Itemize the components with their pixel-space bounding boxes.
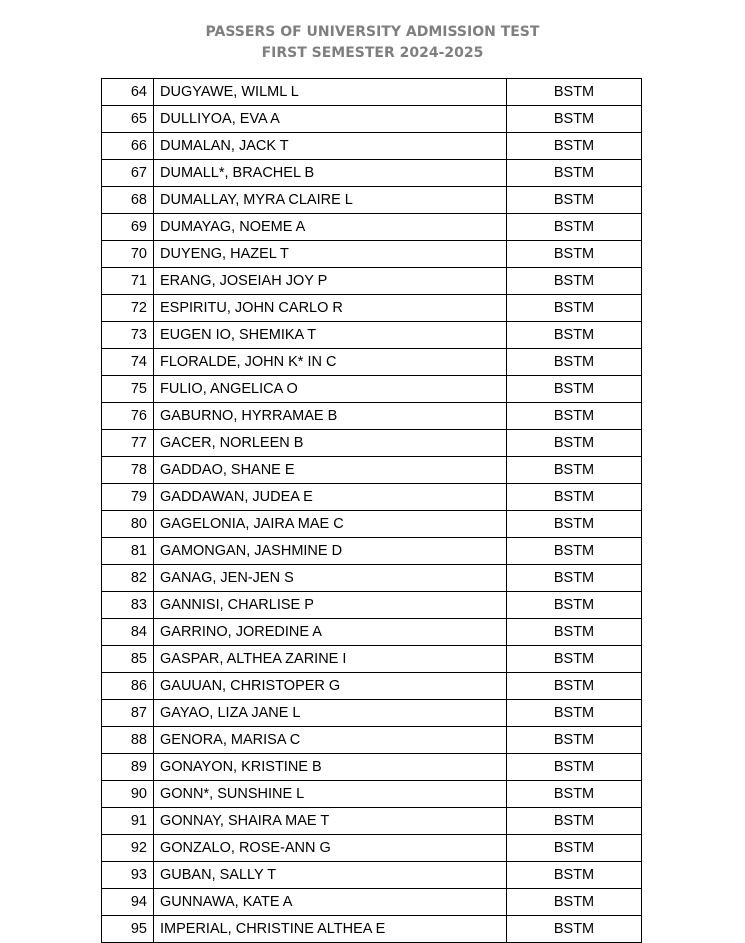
passer-name: FLORALDE, JOHN K* IN C: [154, 349, 507, 376]
table-row: [102, 538, 642, 565]
row-number: 71: [102, 268, 154, 295]
table-row: [102, 511, 642, 538]
row-number: 64: [102, 79, 154, 106]
row-number: 86: [102, 673, 154, 700]
table-row: [102, 916, 642, 943]
table-row: [102, 646, 642, 673]
table-row: [102, 754, 642, 781]
program-code: BSTM: [507, 322, 642, 349]
row-number: 83: [102, 592, 154, 619]
table-row: [102, 349, 642, 376]
program-code: BSTM: [507, 79, 642, 106]
passer-name: GACER, NORLEEN B: [154, 430, 507, 457]
program-code: BSTM: [507, 457, 642, 484]
table-row: [102, 619, 642, 646]
row-number: 66: [102, 133, 154, 160]
program-code: BSTM: [507, 889, 642, 916]
table-row: [102, 430, 642, 457]
row-number: 80: [102, 511, 154, 538]
table-row: [102, 700, 642, 727]
passer-name: GANNISI, CHARLISE P: [154, 592, 507, 619]
program-code: BSTM: [507, 592, 642, 619]
table-row: [102, 106, 642, 133]
program-code: BSTM: [507, 160, 642, 187]
passer-name: GONN*, SUNSHINE L: [154, 781, 507, 808]
row-number: 88: [102, 727, 154, 754]
passer-name: GUBAN, SALLY T: [154, 862, 507, 889]
row-number: 69: [102, 214, 154, 241]
row-number: 81: [102, 538, 154, 565]
row-number: 75: [102, 376, 154, 403]
row-number: 79: [102, 484, 154, 511]
row-number: 70: [102, 241, 154, 268]
program-code: BSTM: [507, 565, 642, 592]
table-row: [102, 214, 642, 241]
row-number: 82: [102, 565, 154, 592]
row-number: 68: [102, 187, 154, 214]
row-number: 85: [102, 646, 154, 673]
passer-name: ESPIRITU, JOHN CARLO R: [154, 295, 507, 322]
passer-name: ERANG, JOSEIAH JOY P: [154, 268, 507, 295]
row-number: 72: [102, 295, 154, 322]
program-code: BSTM: [507, 403, 642, 430]
passer-name: GADDAO, SHANE E: [154, 457, 507, 484]
passer-name: GABURNO, HYRRAMAE B: [154, 403, 507, 430]
passer-name: GASPAR, ALTHEA ZARINE I: [154, 646, 507, 673]
program-code: BSTM: [507, 241, 642, 268]
passer-name: EUGEN IO, SHEMIKA T: [154, 322, 507, 349]
passer-name: DUMAYAG, NOEME A: [154, 214, 507, 241]
passer-name: DUMALL*, BRACHEL B: [154, 160, 507, 187]
table-row: [102, 592, 642, 619]
passer-name: GADDAWAN, JUDEA E: [154, 484, 507, 511]
program-code: BSTM: [507, 268, 642, 295]
program-code: BSTM: [507, 511, 642, 538]
passer-name: GAGELONIA, JAIRA MAE C: [154, 511, 507, 538]
table-row: [102, 457, 642, 484]
passer-name: DUMALLAY, MYRA CLAIRE L: [154, 187, 507, 214]
program-code: BSTM: [507, 187, 642, 214]
table-row: [102, 862, 642, 889]
table-row: [102, 295, 642, 322]
program-code: BSTM: [507, 349, 642, 376]
passer-name: GONAYON, KRISTINE B: [154, 754, 507, 781]
row-number: 78: [102, 457, 154, 484]
program-code: BSTM: [507, 916, 642, 943]
document-subtitle: FIRST SEMESTER 2024-2025: [261, 45, 484, 61]
program-code: BSTM: [507, 781, 642, 808]
row-number: 73: [102, 322, 154, 349]
program-code: BSTM: [507, 646, 642, 673]
document-header: [0, 22, 745, 64]
row-number: 92: [102, 835, 154, 862]
table-row: [102, 376, 642, 403]
row-number: 74: [102, 349, 154, 376]
row-number: 76: [102, 403, 154, 430]
table-row: [102, 403, 642, 430]
document-title: PASSERS OF UNIVERSITY ADMISSION TEST: [205, 24, 540, 40]
program-code: BSTM: [507, 862, 642, 889]
passers-table-body: [102, 79, 642, 943]
table-row: [102, 322, 642, 349]
table-row: [102, 160, 642, 187]
row-number: 94: [102, 889, 154, 916]
table-row: [102, 727, 642, 754]
program-code: BSTM: [507, 700, 642, 727]
row-number: 93: [102, 862, 154, 889]
passer-name: IMPERIAL, CHRISTINE ALTHEA E: [154, 916, 507, 943]
passer-name: GONZALO, ROSE-ANN G: [154, 835, 507, 862]
table-row: [102, 835, 642, 862]
table-row: [102, 889, 642, 916]
program-code: BSTM: [507, 538, 642, 565]
passer-name: GANAG, JEN-JEN S: [154, 565, 507, 592]
passer-name: DULLIYOA, EVA A: [154, 106, 507, 133]
row-number: 67: [102, 160, 154, 187]
table-row: [102, 241, 642, 268]
row-number: 87: [102, 700, 154, 727]
table-row: [102, 79, 642, 106]
program-code: BSTM: [507, 754, 642, 781]
table-row: [102, 673, 642, 700]
program-code: BSTM: [507, 106, 642, 133]
passer-name: GONNAY, SHAIRA MAE T: [154, 808, 507, 835]
row-number: 77: [102, 430, 154, 457]
passers-table: [101, 78, 642, 943]
program-code: BSTM: [507, 808, 642, 835]
row-number: 84: [102, 619, 154, 646]
row-number: 95: [102, 916, 154, 943]
row-number: 90: [102, 781, 154, 808]
table-row: [102, 484, 642, 511]
passer-name: GUNNAWA, KATE A: [154, 889, 507, 916]
table-row: [102, 268, 642, 295]
passer-name: GAMONGAN, JASHMINE D: [154, 538, 507, 565]
passer-name: DUMALAN, JACK T: [154, 133, 507, 160]
program-code: BSTM: [507, 484, 642, 511]
table-row: [102, 808, 642, 835]
passer-name: GAUUAN, CHRISTOPER G: [154, 673, 507, 700]
program-code: BSTM: [507, 727, 642, 754]
passer-name: DUGYAWE, WILML L: [154, 79, 507, 106]
table-row: [102, 187, 642, 214]
table-row: [102, 565, 642, 592]
passer-name: GAYAO, LIZA JANE L: [154, 700, 507, 727]
program-code: BSTM: [507, 430, 642, 457]
program-code: BSTM: [507, 133, 642, 160]
passer-name: GENORA, MARISA C: [154, 727, 507, 754]
table-row: [102, 133, 642, 160]
program-code: BSTM: [507, 376, 642, 403]
program-code: BSTM: [507, 214, 642, 241]
row-number: 65: [102, 106, 154, 133]
passer-name: GARRINO, JOREDINE A: [154, 619, 507, 646]
row-number: 89: [102, 754, 154, 781]
program-code: BSTM: [507, 295, 642, 322]
table-row: [102, 781, 642, 808]
row-number: 91: [102, 808, 154, 835]
program-code: BSTM: [507, 619, 642, 646]
program-code: BSTM: [507, 835, 642, 862]
program-code: BSTM: [507, 673, 642, 700]
passer-name: FULIO, ANGELICA O: [154, 376, 507, 403]
passer-name: DUYENG, HAZEL T: [154, 241, 507, 268]
